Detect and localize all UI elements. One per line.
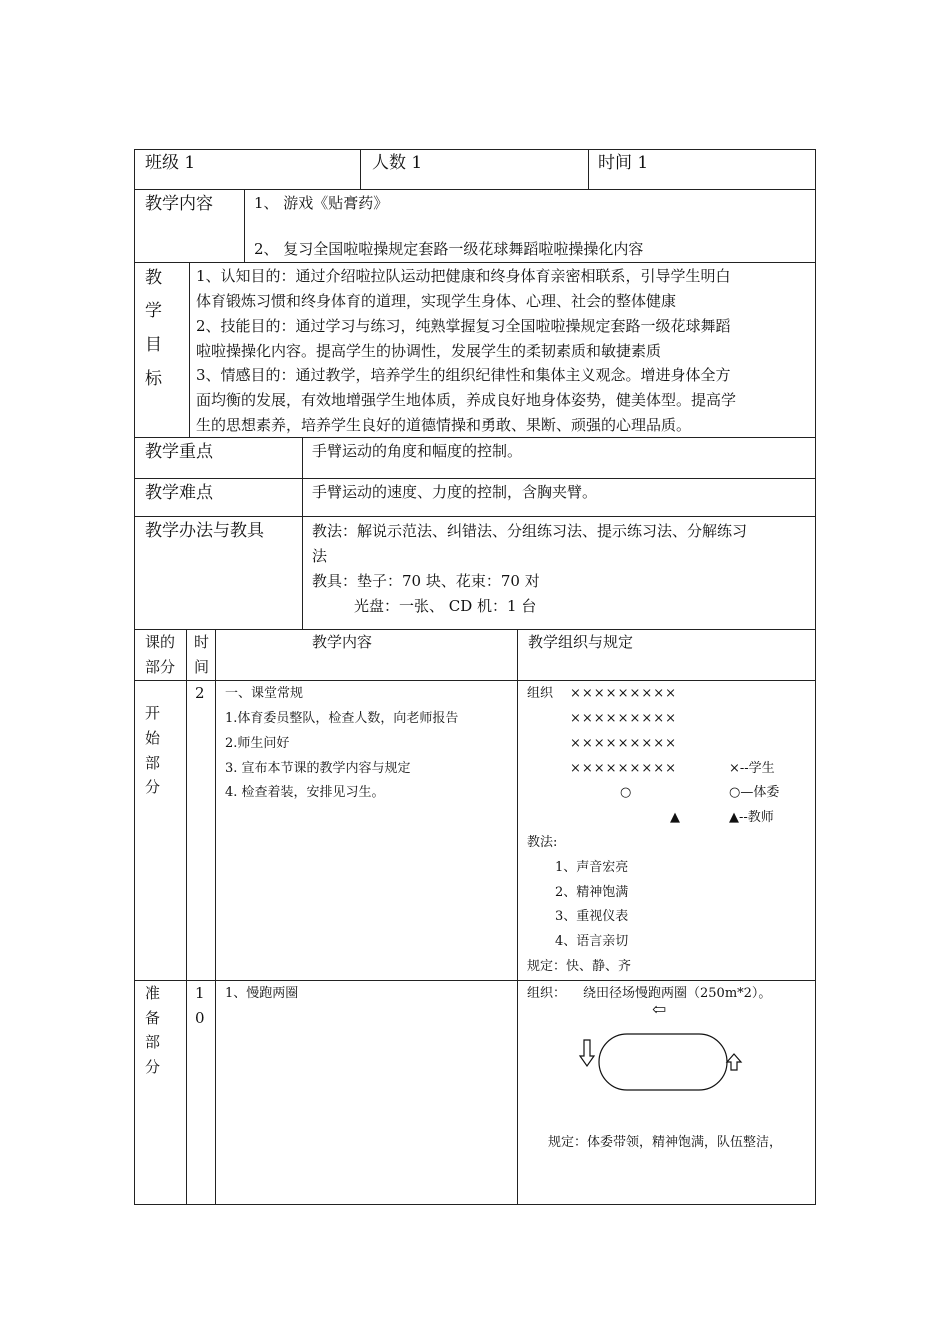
divider [360,149,361,189]
monitor-circle-icon: ○ [620,785,632,800]
methods-line: 教法：解说示范法、纠错法、分组练习法、提示练习法、分解练习 [312,522,748,540]
start-part-char: 始 [145,729,161,747]
difficulty-text: 手臂运动的速度、力度的控制，含胸夹臂。 [312,483,598,501]
prep-time-char: 0 [195,1009,205,1027]
start-time: 2 [195,684,205,702]
divider [215,629,216,1205]
prep-content: 1、慢跑两圈 [225,986,299,1001]
track-diagram [575,1026,745,1100]
methods-line: 光盘：一张、 CD 机：1 台 [354,597,537,615]
method-item: 1、声音宏亮 [555,860,629,875]
divider [134,437,816,438]
formation-row: ××××××××× [570,686,678,701]
content-label: 教学内容 [145,194,213,214]
divider [134,262,816,263]
goals-label-char: 标 [145,369,162,389]
divider [244,189,245,262]
time-label: 时间 1 [598,153,649,173]
divider [588,149,589,189]
goals-line: 生的思想素养，培养学生良好的道德情操和勇敢、果断、顽强的心理品质。 [196,416,692,434]
prep-org-text: 绕田径场慢跑两圈（250m*2）。 [583,986,772,1001]
start-content-line: 一、课堂常规 [225,686,304,701]
start-part-char: 分 [145,778,161,796]
formation-row: ××××××××× [570,711,678,726]
count-label: 人数 1 [372,153,423,173]
up-arrow-icon [727,1054,741,1070]
method-label: 教法: [527,835,558,850]
goals-line: 体育锻炼习惯和终身体育的道理，实现学生身体、心理、社会的整体健康 [196,292,677,310]
methods-line: 法 [312,547,328,565]
time-header: 间 [194,658,210,676]
divider [134,478,816,479]
teacher-triangle-icon: ▲ [670,810,680,825]
class-label: 班级 1 [145,153,196,173]
prep-time-char: 1 [195,984,205,1002]
legend-monitor: ○—体委 [729,785,780,800]
formation-row: ××××××××× [570,736,678,751]
start-part-char: 开 [145,704,161,722]
goals-line: 2、技能目的：通过学习与练习，纯熟掌握复习全国啦啦操规定套路一级花球舞蹈 [196,317,731,335]
prep-part-char: 分 [145,1058,161,1076]
org-header: 教学组织与规定 [528,633,634,651]
goals-line: 3、情感目的：通过教学，培养学生的组织纪律性和集体主义观念。增进身体全方 [196,366,731,384]
prep-rule: 规定：体委带领，精神饱满，队伍整洁， [548,1135,783,1150]
divider [134,516,816,517]
content-header: 教学内容 [312,633,373,651]
left-arrow-icon: ⇦ [652,1000,667,1020]
goals-label-char: 目 [145,335,162,355]
divider [134,629,816,630]
divider [134,189,816,190]
prep-part-char: 备 [145,1009,161,1027]
methods-label: 教学办法与教具 [145,521,264,541]
goals-label-char: 教 [145,268,162,288]
start-content-line: 4. 检查着装，安排见习生。 [225,785,385,800]
key-point-text: 手臂运动的角度和幅度的控制。 [312,442,523,460]
method-item: 2、精神饱满 [555,885,629,900]
goals-line: 啦啦操操化内容。提高学生的协调性，发展学生的柔韧素质和敏捷素质 [196,342,662,360]
org-label: 组织 [527,686,554,701]
key-point-label: 教学重点 [145,442,213,462]
start-part-char: 部 [145,754,161,772]
legend-teacher: ▲--教师 [729,810,774,825]
divider [134,980,816,981]
start-content-line: 1.体育委员整队，检查人数，向老师报告 [225,711,459,726]
prep-part-char: 准 [145,984,161,1002]
divider [134,680,816,681]
track-oval [599,1034,727,1090]
content-item-1: 1、 游戏《贴膏药》 [254,194,389,212]
content-item-2: 2、 复习全国啦啦操规定套路一级花球舞蹈啦啦操操化内容 [254,240,644,258]
methods-line: 教具：垫子：70 块、花束：70 对 [312,572,540,590]
start-content-line: 2.师生问好 [225,736,290,751]
goals-line: 面均衡的发展，有效地增强学生地体质，养成良好地身体姿势，健美体型。提高学 [196,391,737,409]
method-item: 4、语言亲切 [555,934,629,949]
method-item: 3、重视仪表 [555,909,629,924]
prep-org-label: 组织： [527,986,567,1001]
down-arrow-icon [580,1040,594,1066]
divider [189,262,190,437]
part-header: 部分 [145,658,176,676]
divider [186,629,187,1205]
goals-line: 1、认知目的：通过介绍啦拉队运动把健康和终身体育亲密相联系，引导学生明白 [196,267,731,285]
divider [517,629,518,1205]
part-header: 课的 [145,633,176,651]
formation-row: ××××××××× [570,761,678,776]
time-header: 时 [194,633,210,651]
legend-student: ×--学生 [729,761,775,776]
goals-label-char: 学 [145,301,162,321]
difficulty-label: 教学难点 [145,483,213,503]
divider [302,437,303,629]
prep-part-char: 部 [145,1033,161,1051]
start-content-line: 3. 宣布本节课的教学内容与规定 [225,761,411,776]
start-rule: 规定：快、静、齐 [527,959,632,974]
